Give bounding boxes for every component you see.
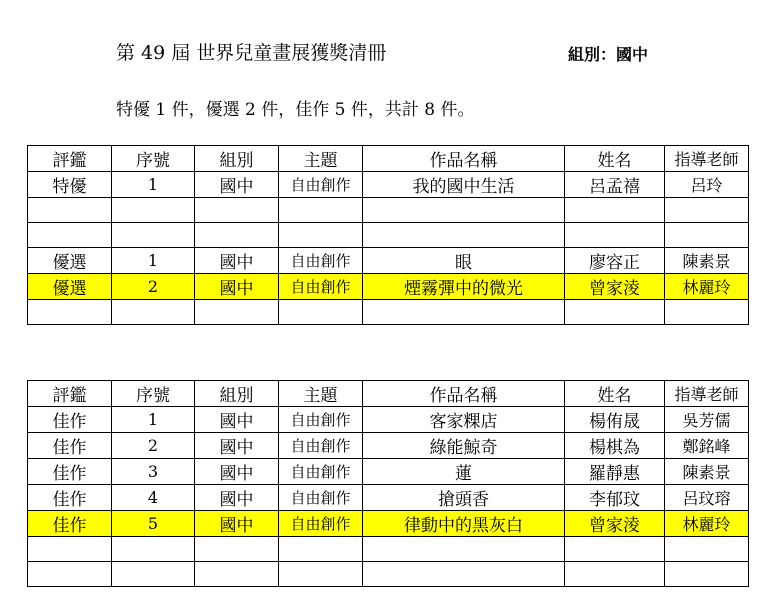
student-name-cell (565, 223, 665, 248)
rating-cell (28, 300, 112, 325)
teacher-cell: 陳素景 (665, 248, 749, 274)
theme-cell (279, 300, 363, 325)
student-name-cell: 楊侑晟 (565, 407, 665, 433)
awards-table-bottom (27, 380, 749, 587)
work-title-cell (363, 562, 565, 587)
column-header: 指導老師 (665, 381, 749, 407)
work-title-cell (363, 223, 565, 248)
table-row (28, 433, 749, 459)
number-cell (112, 562, 195, 587)
number-cell: 2 (112, 433, 195, 459)
student-name-cell: 曾家淩 (565, 274, 665, 300)
theme-cell: 自由創作 (279, 485, 363, 511)
number-cell (112, 300, 195, 325)
header-row (28, 381, 749, 407)
theme-cell: 自由創作 (279, 248, 363, 274)
work-title-cell: 搶頭香 (363, 485, 565, 511)
column-header: 作品名稱 (363, 146, 565, 172)
group-cell (195, 537, 279, 562)
table-row (28, 459, 749, 485)
rating-cell: 佳作 (28, 485, 112, 511)
work-title-cell: 客家粿店 (363, 407, 565, 433)
group-cell: 國中 (195, 407, 279, 433)
teacher-cell: 吳芳儒 (665, 407, 749, 433)
column-header: 序號 (112, 146, 195, 172)
group-cell: 國中 (195, 274, 279, 300)
teacher-cell: 呂玲 (665, 172, 749, 198)
work-title-cell (363, 300, 565, 325)
work-title-cell: 律動中的黑灰白 (363, 511, 565, 537)
column-header: 指導老師 (665, 146, 749, 172)
student-name-cell: 楊棋為 (565, 433, 665, 459)
group-cell: 國中 (195, 433, 279, 459)
theme-cell: 自由創作 (279, 433, 363, 459)
column-header: 組別 (195, 381, 279, 407)
rating-cell: 優選 (28, 274, 112, 300)
teacher-cell (665, 537, 749, 562)
rating-cell: 優選 (28, 248, 112, 274)
work-title-cell (363, 198, 565, 223)
student-name-cell (565, 537, 665, 562)
rating-cell: 佳作 (28, 407, 112, 433)
column-header: 主題 (279, 146, 363, 172)
rating-cell: 佳作 (28, 459, 112, 485)
theme-cell: 自由創作 (279, 172, 363, 198)
number-cell (112, 198, 195, 223)
number-cell: 2 (112, 274, 195, 300)
rating-cell (28, 223, 112, 248)
table-row (28, 407, 749, 433)
rating-cell (28, 537, 112, 562)
rating-cell: 佳作 (28, 511, 112, 537)
number-cell: 1 (112, 172, 195, 198)
student-name-cell: 羅靜惠 (565, 459, 665, 485)
teacher-cell: 林麗玲 (665, 511, 749, 537)
table-row (28, 198, 749, 223)
work-title-cell: 煙霧彈中的微光 (363, 274, 565, 300)
theme-cell: 自由創作 (279, 511, 363, 537)
rating-cell: 特優 (28, 172, 112, 198)
teacher-cell (665, 223, 749, 248)
work-title-cell: 眼 (363, 248, 565, 274)
number-cell: 1 (112, 248, 195, 274)
theme-cell: 自由創作 (279, 407, 363, 433)
award-summary: 特優 1 件，優選 2 件，佳作 5 件，共計 8 件。 (116, 100, 475, 120)
group-cell (195, 562, 279, 587)
number-cell (112, 223, 195, 248)
rating-cell (28, 198, 112, 223)
rating-cell: 佳作 (28, 433, 112, 459)
table-row (28, 172, 749, 198)
group-cell: 國中 (195, 248, 279, 274)
teacher-cell (665, 300, 749, 325)
teacher-cell: 鄭銘峰 (665, 433, 749, 459)
table-row (28, 562, 749, 587)
column-header: 評鑑 (28, 146, 112, 172)
column-header: 姓名 (565, 146, 665, 172)
column-header: 評鑑 (28, 381, 112, 407)
student-name-cell: 呂孟禧 (565, 172, 665, 198)
table-row-highlighted (28, 274, 749, 300)
number-cell: 5 (112, 511, 195, 537)
header-row (28, 146, 749, 172)
group-cell (195, 300, 279, 325)
awards-table-top (27, 145, 749, 325)
table-row (28, 300, 749, 325)
theme-cell: 自由創作 (279, 459, 363, 485)
work-title-cell: 我的國中生活 (363, 172, 565, 198)
group-cell (195, 198, 279, 223)
student-name-cell (565, 300, 665, 325)
group-cell: 國中 (195, 459, 279, 485)
work-title-cell: 綠能鯨奇 (363, 433, 565, 459)
page-title: 第 49 屆 世界兒童畫展獲獎清冊 (116, 42, 387, 64)
column-header: 組別 (195, 146, 279, 172)
column-header: 作品名稱 (363, 381, 565, 407)
table-row (28, 223, 749, 248)
column-header: 姓名 (565, 381, 665, 407)
table-row (28, 485, 749, 511)
teacher-cell: 呂玟瑢 (665, 485, 749, 511)
group-cell: 國中 (195, 485, 279, 511)
teacher-cell: 陳素景 (665, 459, 749, 485)
table-row (28, 537, 749, 562)
column-header: 主題 (279, 381, 363, 407)
table-row (28, 248, 749, 274)
group-cell (195, 223, 279, 248)
theme-cell (279, 198, 363, 223)
group-label: 組別：國中 (568, 45, 649, 64)
group-cell: 國中 (195, 511, 279, 537)
rating-cell (28, 562, 112, 587)
table-row-highlighted (28, 511, 749, 537)
theme-cell (279, 537, 363, 562)
work-title-cell: 蓮 (363, 459, 565, 485)
theme-cell: 自由創作 (279, 274, 363, 300)
theme-cell (279, 223, 363, 248)
number-cell (112, 537, 195, 562)
student-name-cell: 曾家淩 (565, 511, 665, 537)
student-name-cell: 李郁玟 (565, 485, 665, 511)
teacher-cell (665, 562, 749, 587)
teacher-cell (665, 198, 749, 223)
theme-cell (279, 562, 363, 587)
number-cell: 3 (112, 459, 195, 485)
column-header: 序號 (112, 381, 195, 407)
student-name-cell (565, 198, 665, 223)
teacher-cell: 林麗玲 (665, 274, 749, 300)
number-cell: 1 (112, 407, 195, 433)
group-cell: 國中 (195, 172, 279, 198)
student-name-cell (565, 562, 665, 587)
work-title-cell (363, 537, 565, 562)
student-name-cell: 廖容正 (565, 248, 665, 274)
number-cell: 4 (112, 485, 195, 511)
